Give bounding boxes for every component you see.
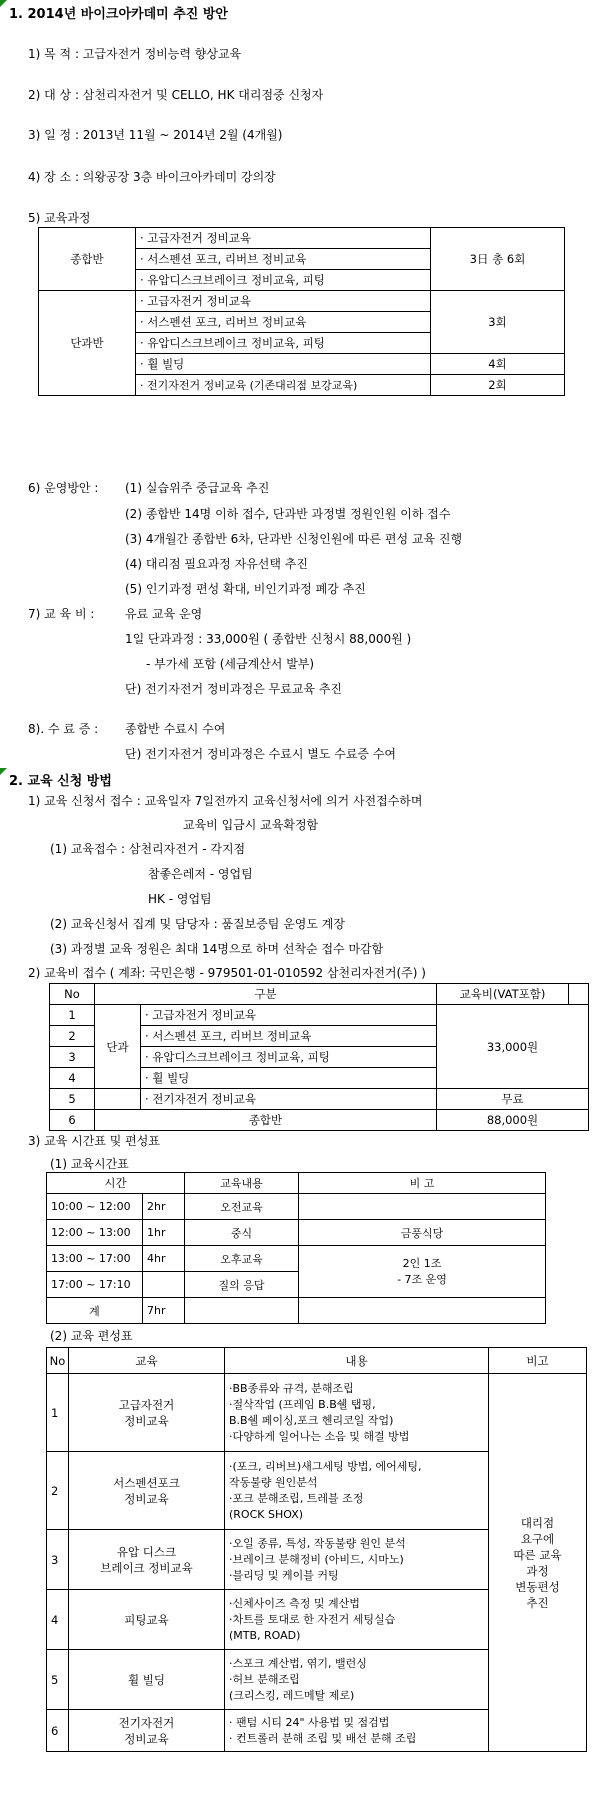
item6-line: (1) 실습위주 중급교육 추진	[125, 481, 270, 495]
course-electric-count: 2회	[431, 375, 565, 396]
item6-line: (3) 4개월간 종합반 6차, 단과반 신청인원에 따른 편성 교육 진행	[125, 532, 463, 546]
time-content: 오전교육	[185, 1194, 299, 1220]
plan-row-content: ·(포크, 리버브)새그세팅 방법, 에어세팅, 작동불량 원인분석 ·포크 분해조립, 트레블 조정 (ROCK SHOX)	[225, 1452, 489, 1530]
time-hours: 2hr	[143, 1194, 185, 1220]
fee-row-no: 4	[50, 1068, 95, 1089]
plan-header-note: 비고	[489, 1348, 587, 1374]
time-note: 금풍식당	[299, 1220, 546, 1246]
item-courses: 5) 교육과정	[28, 211, 91, 225]
fee-row6-fee: 88,000원	[437, 1110, 589, 1131]
apply-line: 1) 교육 신청서 접수 : 교육일자 7일전까지 교육신청서에 의거 사전접수하며	[28, 794, 423, 808]
plan-row-course: 휠 빌딩	[69, 1650, 225, 1710]
fee-row-no: 1	[50, 1005, 95, 1026]
fee-row-label: · 유압디스크브레이크 정비교육, 피팅	[141, 1047, 437, 1068]
apply-line: 참좋은레저 - 영업팀	[148, 867, 253, 881]
plan-row-no: 3	[47, 1530, 69, 1590]
fee-header-no: No	[50, 984, 95, 1005]
item7-line: - 부가세 포함 (세금계산서 발부)	[146, 657, 315, 671]
plan-row-no: 1	[47, 1374, 69, 1452]
apply-line: (1) 교육접수 : 삼천리자전거 - 각지점	[50, 842, 246, 856]
apply-line: (2) 교육신청서 집계 및 담당자 : 품질보증팀 운영도 계장	[50, 917, 345, 931]
fee-header-fee: 교육비(VAT포함)	[437, 984, 569, 1005]
time-hours: 1hr	[143, 1220, 185, 1246]
item6-label: 6) 운영방안 :	[28, 481, 99, 495]
time-header-content: 교육내용	[185, 1173, 299, 1194]
course-group1-name: 종합반	[39, 228, 136, 291]
course-row: · 서스펜션 포크, 리버브 정비교육	[136, 312, 431, 333]
fee-row-label: · 고급자전거 정비교육	[141, 1005, 437, 1026]
sched-heading: 3) 교육 시간표 및 편성표	[28, 1134, 160, 1148]
fee-group: 단과	[95, 1005, 141, 1089]
time-slot: 17:00 ~ 17:10	[47, 1272, 143, 1298]
plan-header-course: 교육	[69, 1348, 225, 1374]
sched-sub2: (2) 교육 편성표	[50, 1329, 133, 1343]
course-row-electric: · 전기자전거 정비교육 (기존대리점 보강교육)	[136, 375, 431, 396]
time-hours: 4hr	[143, 1246, 185, 1272]
fee-header-category: 구분	[95, 984, 437, 1005]
course-row: · 서스펜션 포크, 리버브 정비교육	[136, 249, 431, 270]
time-merged-note: 2인 1조 - 7조 운영	[299, 1246, 546, 1298]
fee-row-no: 5	[50, 1089, 95, 1110]
course-group1-count: 3日 총 6회	[431, 228, 565, 291]
fee-row-label: · 전기자전거 정비교육	[141, 1089, 437, 1110]
time-note	[299, 1194, 546, 1220]
course-row-wheel: · 휠 빌딩	[136, 354, 431, 375]
plan-row-content: ·스포크 계산법, 엮기, 밸런싱 ·허브 분해조립 (크리스킹, 레드메탈 제로)	[225, 1650, 489, 1710]
plan-row-no: 4	[47, 1590, 69, 1650]
apply-line: 2) 교육비 접수 ( 계좌: 국민은행 - 979501-01-010592 삼천리자전거(주) )	[28, 966, 426, 980]
item6-line: (4) 대리점 필요과정 자유선택 추진	[125, 557, 308, 571]
course-wheel-count: 4회	[431, 354, 565, 375]
time-slot: 10:00 ~ 12:00	[47, 1194, 143, 1220]
fee-header-empty	[569, 984, 589, 1005]
item-purpose: 1) 목 적 : 고급자전거 정비능력 향상교육	[28, 47, 242, 61]
item7-line: 단) 전기자전거 정비과정은 무료교육 추진	[125, 682, 343, 696]
fee-table	[49, 983, 589, 1131]
plan-row-no: 6	[47, 1710, 69, 1752]
course-table	[38, 227, 565, 396]
plan-row-content: ·BB종류와 규격, 분해조립 ·절삭작업 (프레임 B.B쉘 탭핑, B.B쉘 페이싱,포크 헨리코일 작업) ·다양하게 일어나는 소음 및 해결 방법	[225, 1374, 489, 1452]
fee-blank-cell	[95, 1089, 141, 1110]
item7-line: 1일 단과과정 : 33,000원 ( 종합반 신청시 88,000원 )	[125, 632, 412, 646]
item8-line: 종합반 수료시 수여	[125, 722, 226, 736]
plan-header-no: No	[47, 1348, 69, 1374]
time-content: 중식	[185, 1220, 299, 1246]
section-marker-icon	[0, 768, 7, 775]
plan-row-course: 전기자전거 정비교육	[69, 1710, 225, 1752]
sched-sub1: (1) 교육시간표	[50, 1157, 129, 1171]
time-total-label: 계	[47, 1298, 143, 1324]
fee-row-label: · 서스펜션 포크, 리버브 정비교육	[141, 1026, 437, 1047]
plan-table	[46, 1347, 587, 1752]
plan-row-no: 2	[47, 1452, 69, 1530]
course-row: · 유압디스크브레이크 정비교육, 피팅	[136, 333, 431, 354]
time-total-empty	[299, 1298, 546, 1324]
item-target: 2) 대 상 : 삼천리자전거 및 CELLO, HK 대리점중 신청자	[28, 88, 324, 102]
item-location: 4) 장 소 : 의왕공장 3층 바이크아카데미 강의장	[28, 170, 276, 184]
item-schedule: 3) 일 정 : 2013년 11월 ~ 2014년 2월 (4개월)	[28, 128, 283, 142]
plan-header-content: 내용	[225, 1348, 489, 1374]
item8-line: 단) 전기자전거 정비과정은 수료시 별도 수료증 수여	[125, 747, 397, 761]
fee-row-label: · 휠 빌딩	[141, 1068, 437, 1089]
plan-row-course: 고급자전거 정비교육	[69, 1374, 225, 1452]
time-total-empty	[185, 1298, 299, 1324]
time-header-time: 시간	[47, 1173, 185, 1194]
time-content: 오후교육	[185, 1246, 299, 1272]
fee-group-fee: 33,000원	[437, 1005, 589, 1089]
course-row: · 고급자전거 정비교육	[136, 228, 431, 249]
fee-row-no: 2	[50, 1026, 95, 1047]
time-table	[46, 1172, 546, 1324]
item7-line: 유료 교육 운영	[125, 607, 203, 621]
time-header-note: 비 고	[299, 1173, 546, 1194]
item6-line: (2) 종합반 14명 이하 접수, 단과반 과정별 정원인원 이하 접수	[125, 507, 451, 521]
plan-row-content: ·신체사이즈 측정 및 계산법 ·차트를 토대로 한 자전거 세팅실습 (MTB, ROAD)	[225, 1590, 489, 1650]
fee-row-label: 종합반	[95, 1110, 437, 1131]
course-group2-count: 3회	[431, 291, 565, 354]
time-total-hours: 7hr	[143, 1298, 185, 1324]
section-marker-icon	[0, 0, 7, 7]
fee-row-no: 3	[50, 1047, 95, 1068]
plan-note: 대리점 요구에 따른 교육 과정 변동편성 추진	[489, 1374, 587, 1752]
plan-row-content: · 팬텀 시티 24" 사용법 및 점검법 · 컨트롤러 분해 조립 및 배선 분해 조립	[225, 1710, 489, 1752]
time-slot: 13:00 ~ 17:00	[47, 1246, 143, 1272]
fee-row5-fee: 무료	[437, 1089, 589, 1110]
time-hours	[143, 1272, 185, 1298]
plan-row-course: 서스펜션포크 정비교육	[69, 1452, 225, 1530]
section1-title: 1. 2014년 바이크아카데미 추진 방안	[9, 7, 228, 22]
section2-title: 2. 교육 신청 방법	[9, 774, 112, 789]
item6-line: (5) 인기과정 편성 확대, 비인기과정 폐강 추진	[125, 582, 366, 596]
apply-line: (3) 과정별 교육 정원은 최대 14명으로 하며 선착순 접수 마감함	[50, 942, 384, 956]
apply-line: HK - 영업팀	[148, 892, 212, 906]
fee-row-no: 6	[50, 1110, 95, 1131]
apply-line: 교육비 입금시 교육확정함	[183, 818, 319, 832]
time-content: 질의 응답	[185, 1272, 299, 1298]
item8-label: 8). 수 료 증 :	[28, 722, 99, 736]
course-row: · 유압디스크브레이크 정비교육, 피팅	[136, 270, 431, 291]
course-group2-name: 단과반	[39, 291, 136, 396]
item7-label: 7) 교 육 비 :	[28, 607, 95, 621]
course-row: · 고급자전거 정비교육	[136, 291, 431, 312]
time-slot: 12:00 ~ 13:00	[47, 1220, 143, 1246]
plan-row-content: ·오일 종류, 특성, 작동불량 원인 분석 ·브레이크 분해정비 (아비드, 시마노) ·블리딩 및 케이블 커팅	[225, 1530, 489, 1590]
plan-row-no: 5	[47, 1650, 69, 1710]
plan-row-course: 유압 디스크 브레이크 정비교육	[69, 1530, 225, 1590]
plan-row-course: 피팅교육	[69, 1590, 225, 1650]
